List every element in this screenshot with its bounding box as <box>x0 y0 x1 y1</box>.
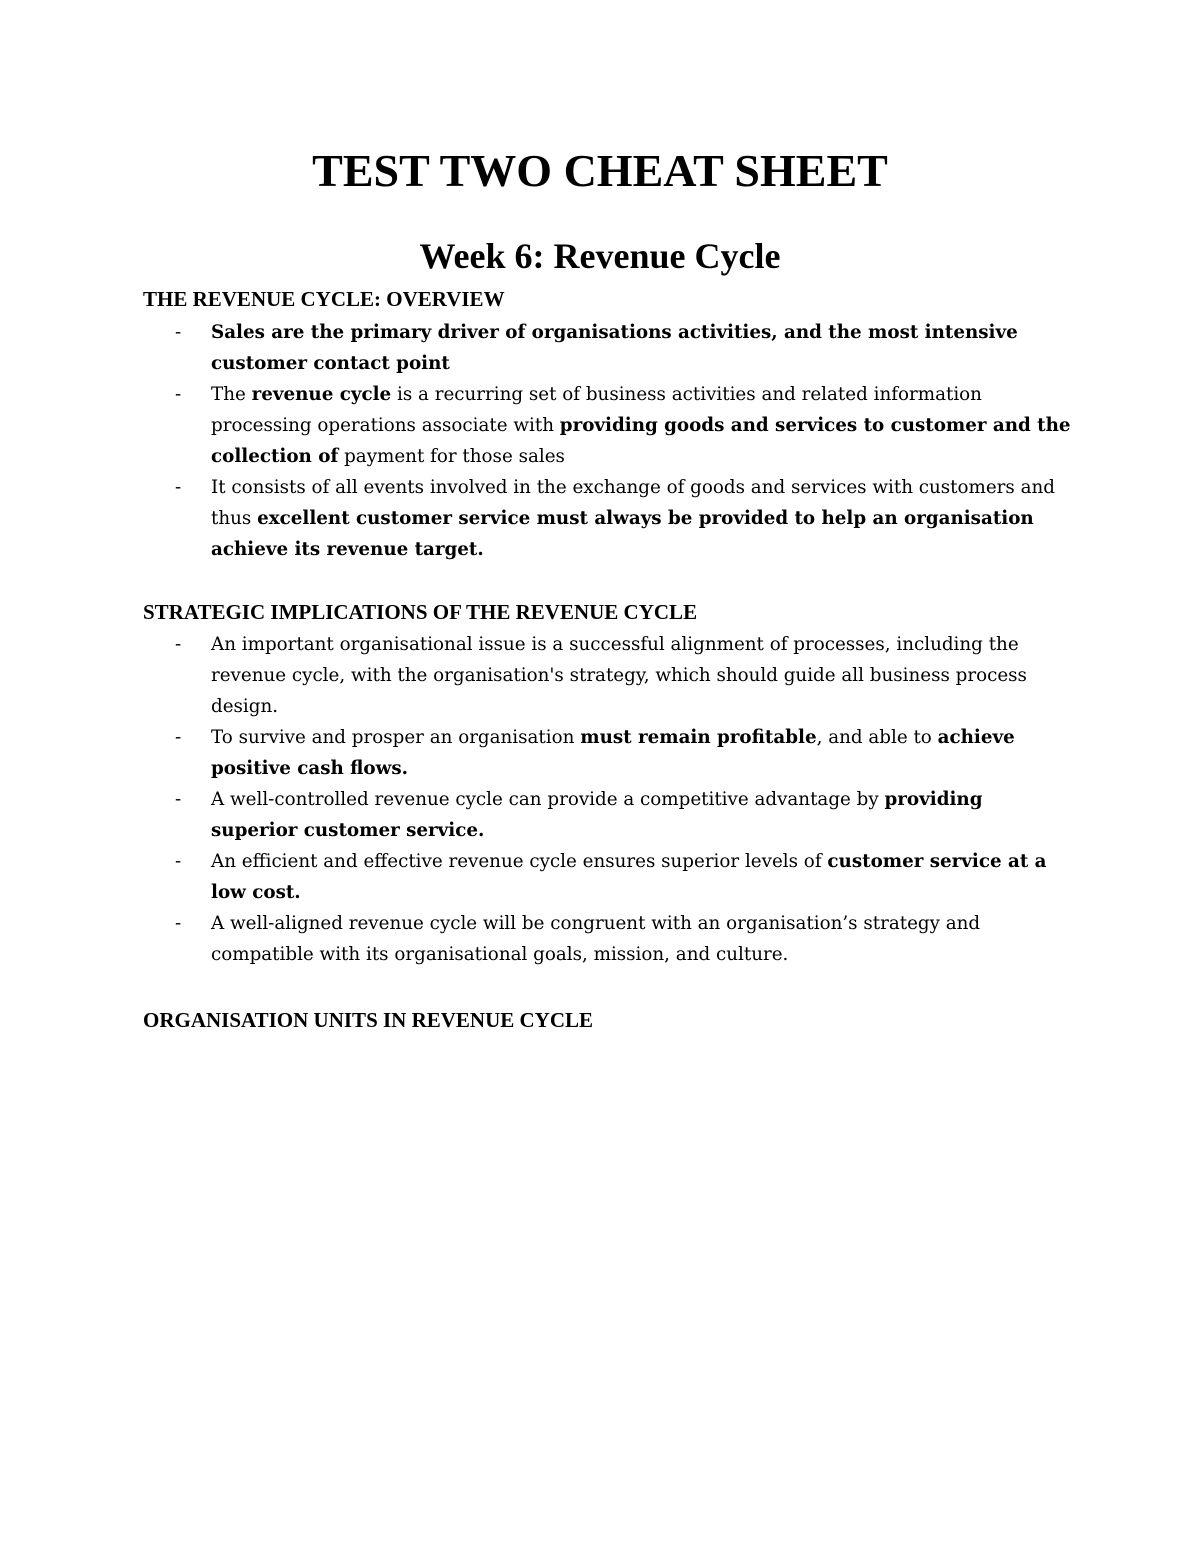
list-item <box>175 722 1075 784</box>
bullet-text-bold: providing goods and services to customer and the collection of <box>211 415 1071 467</box>
bullet-dash: - <box>175 727 182 748</box>
bullet-text-bold: must remain profitable <box>580 727 817 748</box>
overview-bullet-list <box>175 317 1075 565</box>
bullet-text: A well-aligned revenue cycle will be congruent with an organisation’s strategy and compatible with its organisational goals, mission, and culture. <box>211 913 981 965</box>
bullet-text-bold: achieve positive cash flows. <box>211 727 1015 779</box>
bullet-text: , and able to <box>816 727 938 748</box>
bullet-text: It consists of all events involved in the exchange of goods and services with customers and thus <box>211 477 1055 529</box>
bullet-dash: - <box>175 634 182 655</box>
bullet-text: The <box>211 384 252 405</box>
week-title: Week 6: Revenue Cycle <box>419 236 781 276</box>
bullet-text-bold: Sales are the primary driver of organisations activities, and the most intensive customer contact point <box>211 322 1018 374</box>
list-item <box>175 784 1075 846</box>
bullet-text-bold: revenue cycle <box>251 384 392 405</box>
strategic-bullet-list <box>175 629 1075 970</box>
list-item <box>175 379 1075 472</box>
section-heading-org-units: ORGANISATION UNITS IN REVENUE CYCLE <box>143 1008 594 1032</box>
bullet-dash: - <box>175 477 182 498</box>
bullet-text-bold: customer service at a low cost. <box>211 851 1047 903</box>
section-heading-strategic: STRATEGIC IMPLICATIONS OF THE REVENUE CYCLE <box>143 600 698 624</box>
bullet-text: is a recurring set of business activities and related information processing operations associate with <box>211 384 982 436</box>
list-item <box>175 472 1075 565</box>
bullet-text-bold: providing superior customer service. <box>211 789 983 841</box>
bullet-dash: - <box>175 789 182 810</box>
list-item <box>175 317 1075 379</box>
list-item <box>175 908 1075 970</box>
bullet-dash: - <box>175 851 182 872</box>
bullet-text: payment for those sales <box>338 446 565 467</box>
document-title: TEST TWO CHEAT SHEET <box>312 145 888 196</box>
bullet-dash: - <box>175 913 182 934</box>
section-heading-overview: THE REVENUE CYCLE: OVERVIEW <box>143 287 505 311</box>
bullet-text: A well-controlled revenue cycle can provide a competitive advantage by <box>211 789 885 810</box>
bullet-dash: - <box>175 322 182 343</box>
bullet-text: An efficient and effective revenue cycle ensures superior levels of <box>211 851 828 872</box>
list-item <box>175 846 1075 908</box>
bullet-text: An important organisational issue is a successful alignment of processes, including the revenue cycle, with the organisation's strategy, which should guide all business process design. <box>211 634 1027 717</box>
bullet-text: To survive and prosper an organisation <box>211 727 581 748</box>
bullet-dash: - <box>175 384 182 405</box>
bullet-text-bold: excellent customer service must always be provided to help an organisation achieve its revenue target. <box>211 508 1034 560</box>
list-item <box>175 629 1075 722</box>
